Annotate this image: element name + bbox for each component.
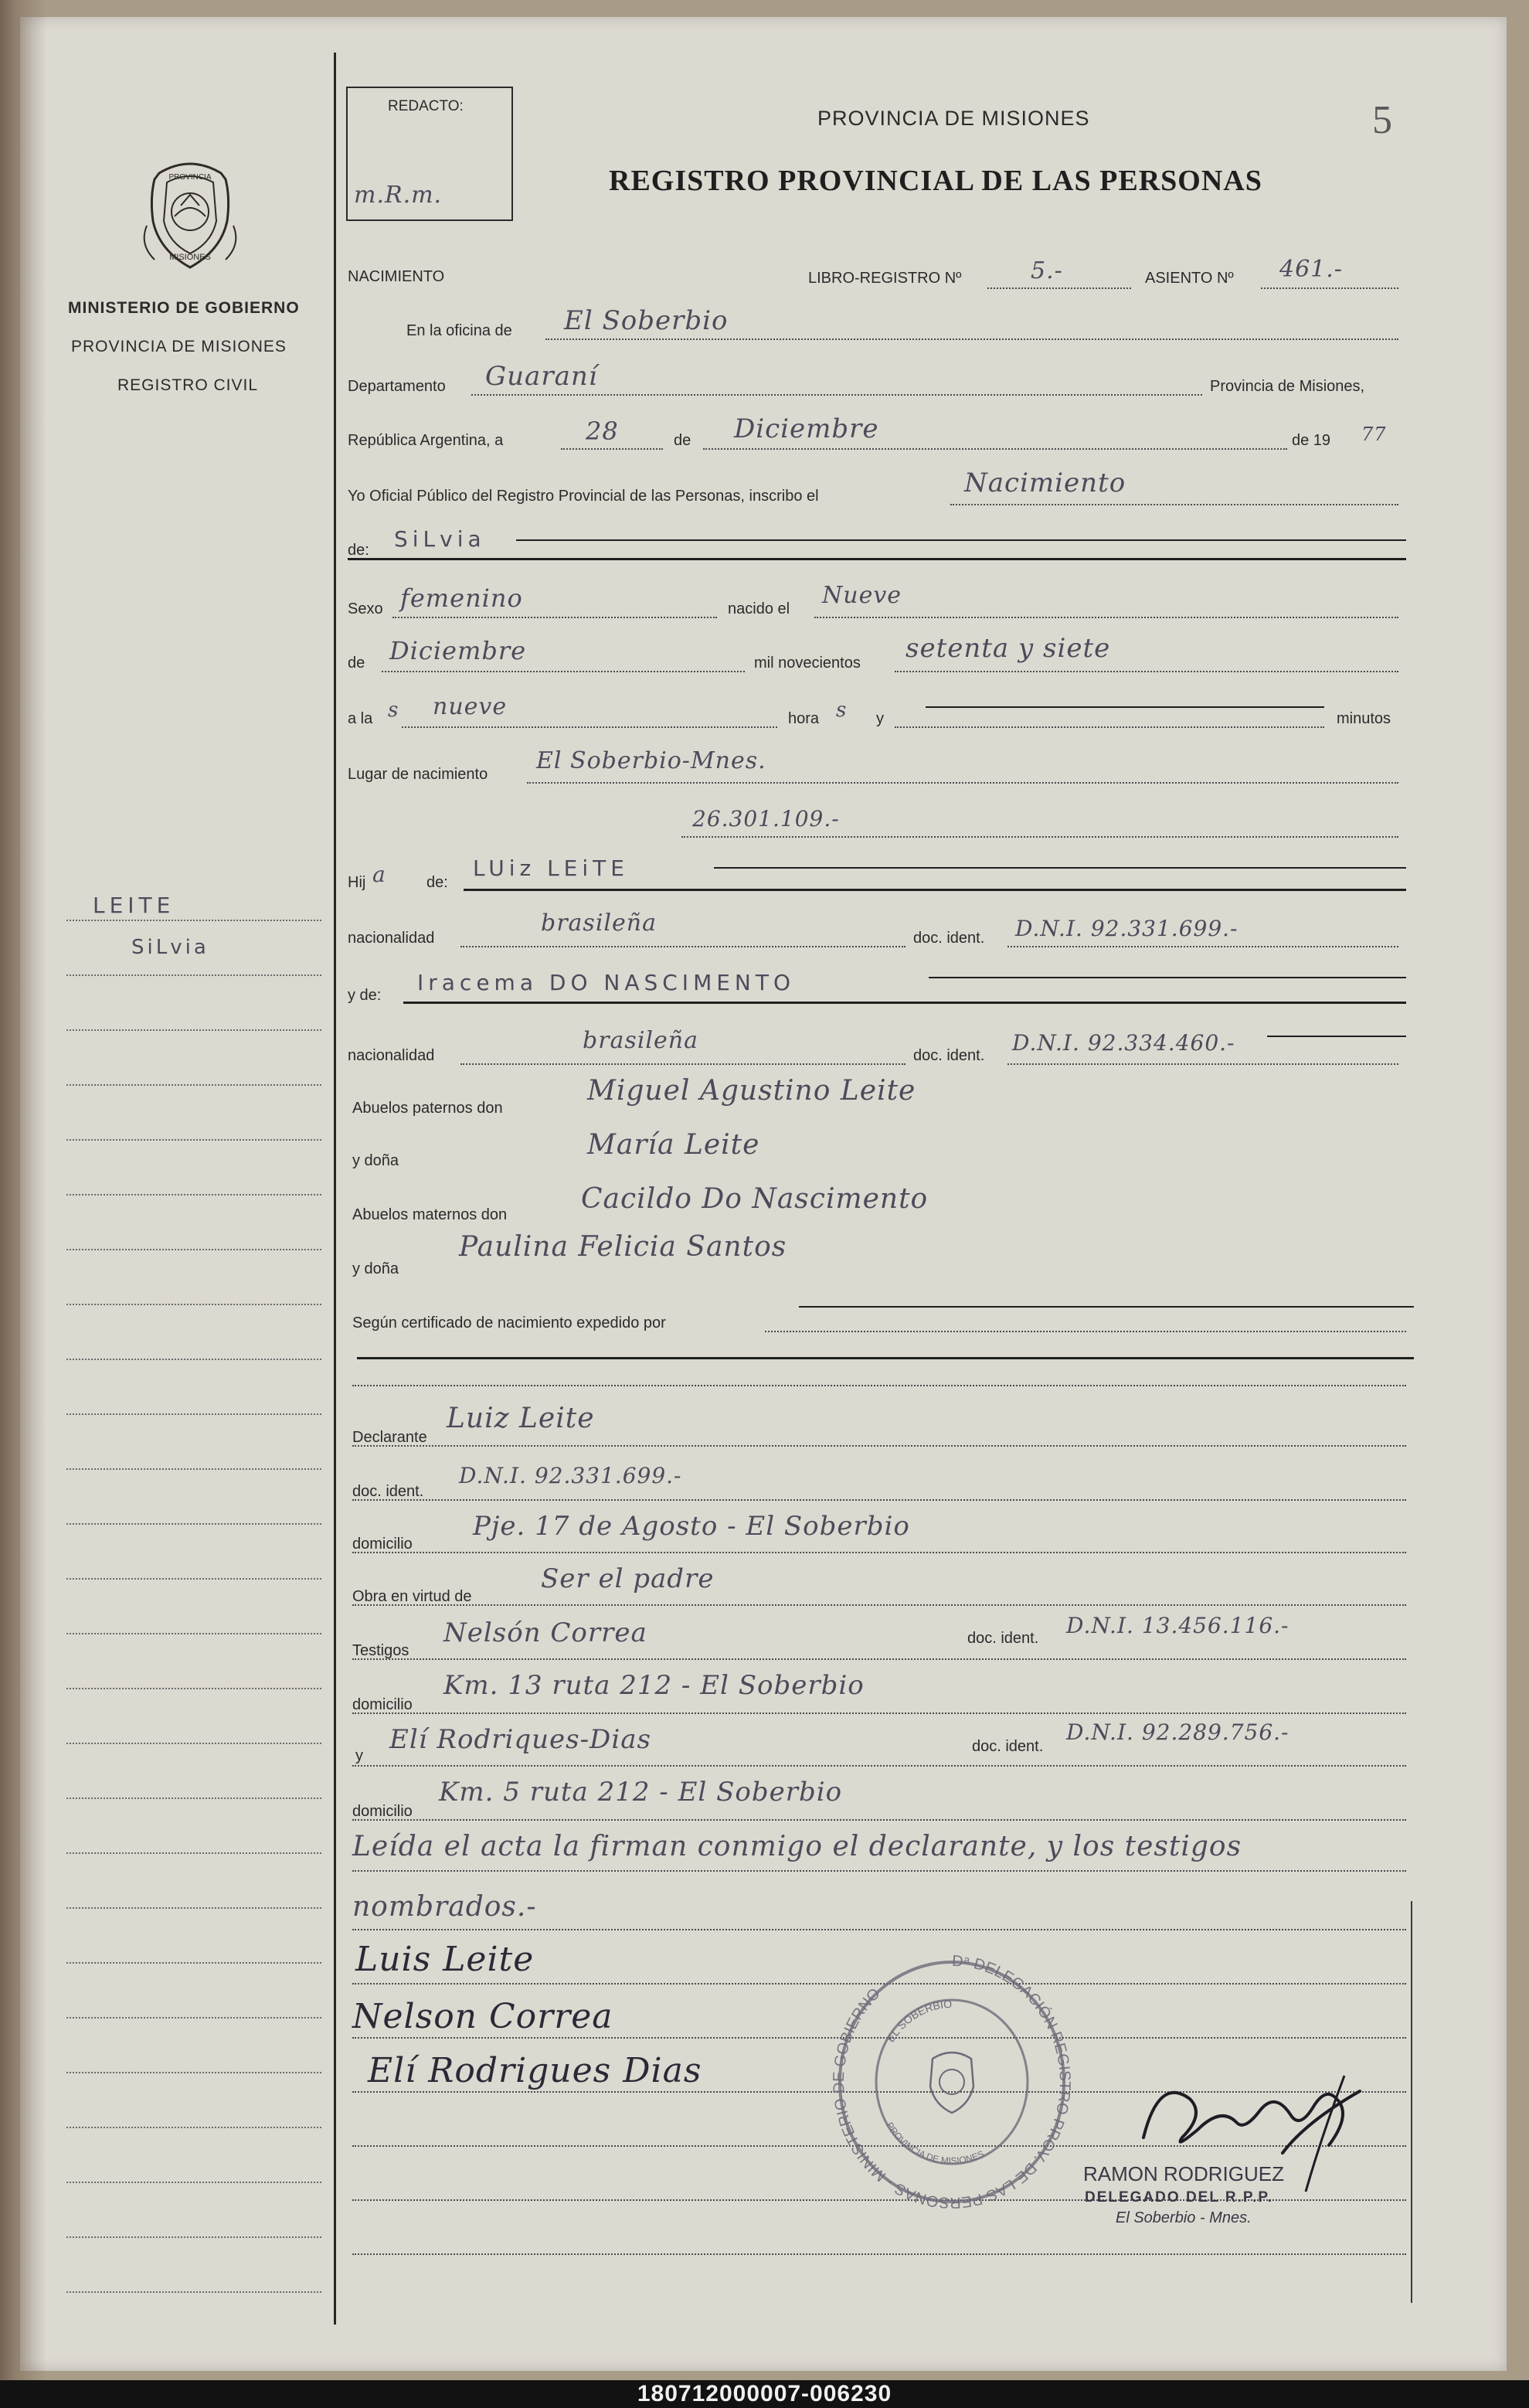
nacionalidad-madre-line [460, 1063, 906, 1065]
label-obra: Obra en virtud de [352, 1588, 472, 1605]
official-role: DELEGADO DEL R.P.P. [1085, 2189, 1273, 2206]
madre-underline [403, 1002, 1406, 1004]
value-abuelo-paterno: Miguel Agustino Leite [587, 1075, 916, 1107]
nombre-strike [516, 539, 1406, 541]
misiones-seal-icon [136, 151, 244, 275]
sidebar-ruled-line [66, 2127, 321, 2128]
sidebar-ruled-line [66, 2072, 321, 2073]
redacto-label: REDACTO: [388, 98, 464, 114]
sidebar-ruled-line [66, 1962, 321, 1964]
seal-top-text: PROVINCIA [168, 173, 212, 182]
label-de-mes: de [674, 432, 691, 449]
sidebar-ruled-line [66, 1578, 321, 1580]
padre-underline [464, 889, 1406, 891]
body-ruled-line [352, 1929, 1406, 1930]
footer-id-bar [0, 2380, 1529, 2408]
label-nacimiento: NACIMIENTO [348, 268, 445, 285]
label-doc-ident-madre: doc. ident. [913, 1047, 985, 1064]
value-declarante-domicilio: Pje. 17 de Agosto - El Soberbio [473, 1511, 910, 1542]
body-ruled-line [352, 1819, 1406, 1821]
label-mil-novecientos: mil novecientos [754, 655, 861, 672]
value-nacido-el: Nueve [822, 582, 902, 609]
signature-declarante: Luis Leite [355, 1940, 535, 1979]
sidebar-ruled-line [66, 1084, 321, 1086]
value-hora: nueve [433, 693, 508, 720]
label-lugar: Lugar de nacimiento [348, 766, 488, 783]
label-segun-certificado: Según certificado de nacimiento expedido por [352, 1315, 666, 1332]
official-name: RAMON RODRIGUEZ [1083, 2162, 1284, 2185]
label-doc-ident-testigo1: doc. ident. [967, 1630, 1039, 1647]
asiento-line [1261, 287, 1398, 289]
label-nacido-el: nacido el [728, 600, 790, 617]
sidebar-ruled-line [66, 1249, 321, 1250]
sidebar-ruled-line [66, 2182, 321, 2183]
sidebar-ruled-line [66, 1139, 321, 1141]
label-y-de-madre: y de: [348, 987, 382, 1004]
value-obra: Ser el padre [541, 1563, 715, 1594]
signature-testigo1: Nelson Correa [352, 1997, 613, 2036]
label-oficina: En la oficina de [406, 322, 512, 339]
sidebar-ruled-line [66, 1633, 321, 1634]
value-libro: 5.- [1031, 257, 1063, 284]
sidebar-ruled-line [66, 2236, 321, 2238]
doc-padre-line [1007, 946, 1398, 947]
segun-line [765, 1331, 1406, 1332]
label-nacionalidad-madre: nacionalidad [348, 1047, 435, 1064]
label-de-nombre: de: [348, 542, 369, 559]
province-heading: PROVINCIA DE MISIONES [817, 107, 1090, 130]
label-hora: hora [788, 710, 820, 727]
margin-surname: LEITE [93, 893, 175, 918]
value-abuelo-materno: Cacildo Do Nascimento [581, 1183, 929, 1215]
value-oficina: El Soberbio [564, 305, 729, 336]
redacto-initials: m.R.m. [354, 182, 443, 209]
sidebar-ruled-line [66, 974, 321, 976]
value-hora-suffix: s [836, 699, 848, 722]
label-domicilio-testigo1: domicilio [352, 1696, 413, 1713]
page-number: 5 [1372, 98, 1392, 142]
blank-line [352, 1385, 1406, 1386]
value-a-la-suffix: s [388, 699, 399, 722]
body-ruled-line [352, 1765, 1406, 1767]
svg-text:PROVINCIA DE MISIONES [884, 2121, 986, 2166]
sidebar-ruled-line [66, 1797, 321, 1799]
nombre-underline [348, 558, 1406, 560]
sidebar-ruled-line [66, 2017, 321, 2019]
sidebar-province: PROVINCIA DE MISIONES [71, 338, 287, 355]
label-y-testigo2: y [355, 1747, 363, 1764]
value-testigo2-doc: D.N.I. 92.289.756.- [1066, 1719, 1289, 1745]
body-ruled-line [352, 1445, 1406, 1447]
signature-testigo2: Elí Rodrigues Dias [368, 2051, 702, 2090]
label-y-dona-materna: y doña [352, 1260, 399, 1277]
label-sexo: Sexo [348, 600, 383, 617]
stamp-inner-bottom: PROVINCIA DE MISIONES [884, 2120, 986, 2167]
svg-text:Dᵃ DELEGACIÓN REGISTRO PROV. D [831, 1953, 1073, 2211]
value-madre-doc: D.N.I. 92.334.460.- [1012, 1030, 1235, 1056]
value-dni: 26.301.109.- [692, 806, 840, 832]
label-departamento: Departamento [348, 378, 446, 395]
nacido-line [814, 617, 1398, 618]
hora-line [402, 726, 777, 728]
margin-rule [334, 53, 336, 2325]
label-abuelos-paternos: Abuelos paternos don [352, 1100, 503, 1117]
stamp-outer-text: Dᵃ DELEGACIÓN REGISTRO PROV. DE LAS PERSONAS · MINISTERIO DE GOBIERNO [830, 1952, 1074, 2212]
label-republica: República Argentina, a [348, 432, 504, 449]
madre-doc-strike [1267, 1036, 1406, 1037]
sidebar-ruled-line [66, 1304, 321, 1305]
value-declarante-doc: D.N.I. 92.331.699.- [459, 1463, 682, 1488]
value-anio-letras: setenta y siete [906, 633, 1111, 664]
value-padre: LUiz LEiTE [473, 855, 629, 881]
label-y-minutos: y [876, 710, 884, 727]
minutos-line [895, 726, 1324, 728]
acto-line [950, 504, 1398, 505]
sidebar-ruled-line [66, 1852, 321, 1854]
label-hij: Hij [348, 874, 366, 891]
sidebar-ruled-line [66, 1688, 321, 1689]
value-nombre: SiLvia [394, 526, 486, 552]
label-oficial: Yo Oficial Público del Registro Provincial de las Personas, inscribo el [348, 488, 819, 505]
oficina-line [545, 338, 1398, 340]
label-domicilio-declarante: domicilio [352, 1536, 413, 1553]
official-location: El Soberbio - Mnes. [1116, 2209, 1252, 2226]
label-de-anio: de 19 [1292, 432, 1331, 449]
doc-madre-line [1007, 1063, 1398, 1065]
value-dia: 28 [586, 417, 619, 446]
value-mes-nac: Diciembre [389, 636, 527, 665]
mes-line [703, 448, 1287, 450]
binding-shadow [0, 0, 46, 2408]
value-testigo1: Nelsón Correa [443, 1617, 647, 1648]
label-y-dona-paterna: y doña [352, 1152, 399, 1169]
nacionalidad-padre-line [460, 946, 906, 947]
label-domicilio-testigo2: domicilio [352, 1803, 413, 1820]
sidebar-ruled-line [66, 2291, 321, 2293]
body-ruled-line [352, 1604, 1406, 1606]
label-nacionalidad-padre: nacionalidad [348, 930, 435, 947]
value-lugar: El Soberbio-Mnes. [536, 747, 766, 774]
label-de-mes-nac: de [348, 655, 365, 672]
label-doc-ident-declarante: doc. ident. [352, 1483, 424, 1500]
sidebar-ruled-line [66, 1523, 321, 1525]
dia-line [561, 448, 663, 450]
sexo-line [392, 617, 717, 618]
label-a-la: a la [348, 710, 373, 727]
sidebar-ruled-line [66, 1194, 321, 1195]
value-declarante: Luiz Leite [447, 1403, 595, 1434]
value-anio: 77 [1361, 423, 1387, 445]
dni-line [681, 836, 1398, 838]
value-abuela-materna: Paulina Felicia Santos [459, 1231, 787, 1263]
value-testigo2-domicilio: Km. 5 ruta 212 - El Soberbio [439, 1777, 843, 1808]
padre-strike [714, 867, 1406, 869]
sidebar-ruled-line [66, 1029, 321, 1031]
value-acto: Nacimiento [964, 468, 1126, 498]
sidebar-registry: REGISTRO CIVIL [117, 376, 259, 394]
footer-id: 180712000007-006230 [637, 2381, 892, 2406]
value-sexo: femenino [400, 583, 523, 613]
libro-line [987, 287, 1131, 289]
label-hij-de: de: [426, 874, 448, 891]
body-ruled-line [352, 1870, 1406, 1872]
sidebar-ministry: MINISTERIO DE GOBIERNO [68, 299, 300, 317]
label-testigos: Testigos [352, 1642, 409, 1659]
body-ruled-line [352, 1552, 1406, 1553]
value-asiento: 461.- [1279, 256, 1343, 283]
body-ruled-line [352, 1499, 1406, 1501]
body-ruled-line [352, 1658, 1406, 1660]
label-doc-ident-testigo2: doc. ident. [972, 1738, 1044, 1755]
minutos-strike [926, 706, 1324, 708]
value-madre: Iracema DO NASCIMENTO [417, 970, 796, 995]
value-padre-nacionalidad: brasileña [541, 910, 657, 937]
label-provincia-misiones: Provincia de Misiones, [1210, 378, 1365, 395]
right-rule [1411, 1901, 1412, 2303]
value-mes: Diciembre [734, 413, 879, 444]
label-libro-registro: LIBRO-REGISTRO Nº [808, 270, 962, 287]
sidebar-ruled-line [66, 1907, 321, 1909]
segun-strike-2 [357, 1357, 1414, 1359]
sidebar-ruled-line [66, 1413, 321, 1415]
seal-bottom-text: MISIONES [169, 253, 211, 262]
value-testigo1-doc: D.N.I. 13.456.116.- [1066, 1613, 1289, 1638]
value-hij-letter: a [372, 862, 386, 887]
stamp-inner-top: EL SOBERBIO [884, 1997, 953, 2045]
closing-line-2: nombrados.- [352, 1891, 537, 1923]
value-abuela-paterna: María Leite [587, 1129, 760, 1161]
sidebar-ruled-line [66, 1359, 321, 1360]
value-testigo2: Elí Rodriques-Dias [389, 1724, 651, 1755]
departamento-line [471, 394, 1202, 396]
label-declarante: Declarante [352, 1429, 427, 1446]
label-minutos: minutos [1337, 710, 1391, 727]
svg-text:EL SOBERBIO [884, 1998, 952, 2044]
madre-strike [929, 977, 1406, 978]
sidebar-ruled-line [66, 1743, 321, 1744]
value-testigo1-domicilio: Km. 13 ruta 212 - El Soberbio [443, 1670, 865, 1701]
sidebar-ruled-line [66, 1468, 321, 1470]
value-padre-doc: D.N.I. 92.331.699.- [1015, 916, 1238, 941]
body-ruled-line [352, 2253, 1406, 2255]
closing-line-1: Leída el acta la firman conmigo el declarante, y los testigos [352, 1831, 1242, 1862]
value-madre-nacionalidad: brasileña [583, 1027, 698, 1054]
label-abuelos-maternos: Abuelos maternos don [352, 1206, 508, 1223]
label-asiento: ASIENTO Nº [1145, 270, 1234, 287]
document-title: REGISTRO PROVINCIAL DE LAS PERSONAS [609, 165, 1262, 197]
margin-given-name: SiLvia [131, 936, 209, 959]
lugar-line [527, 782, 1398, 784]
body-ruled-line [352, 1712, 1406, 1714]
registry-stamp-icon [828, 1951, 1075, 2213]
label-doc-ident-padre: doc. ident. [913, 930, 985, 947]
segun-strike [799, 1306, 1414, 1308]
anio-letras-line [895, 671, 1398, 672]
mes-nac-line [382, 671, 745, 672]
value-departamento: Guaraní [485, 361, 598, 392]
sidebar-ruled-line [66, 920, 321, 921]
